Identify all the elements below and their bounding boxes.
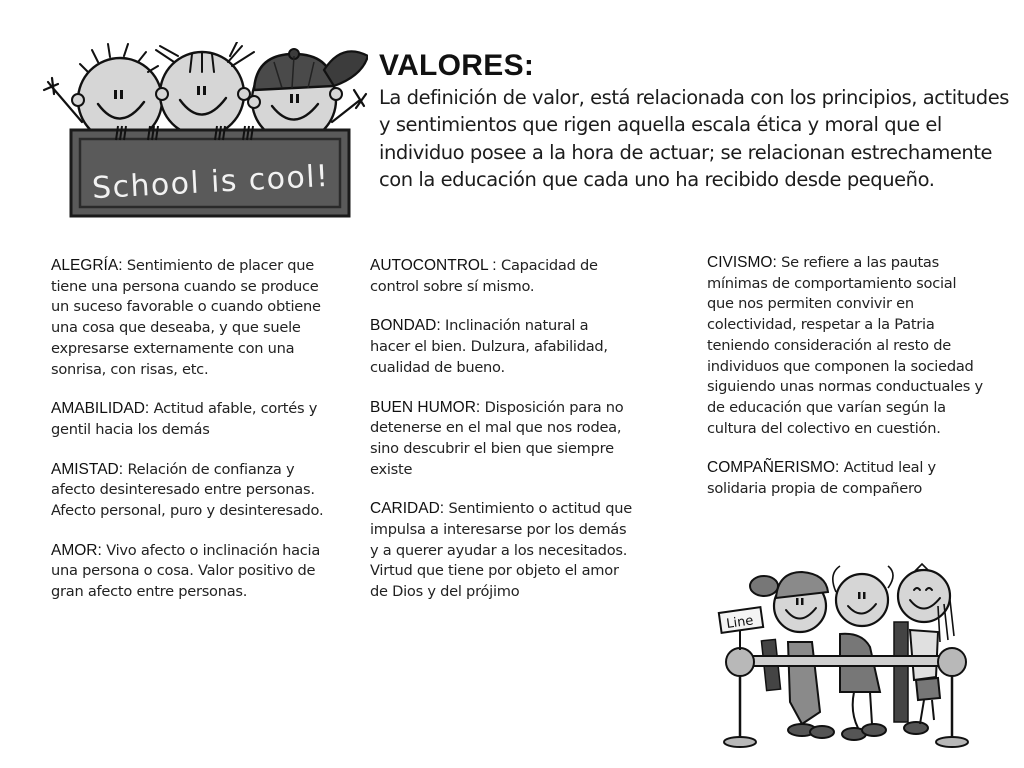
value-term: AUTOCONTROL : bbox=[370, 257, 497, 274]
value-definition: Actitud leal y solidaria propia de compañero bbox=[707, 459, 936, 498]
school-is-cool-illustration bbox=[42, 42, 368, 220]
intro-paragraph: La definición de valor, está relacionada con los principios, actitudes y sentimientos que rigen aquella escala ética y moral que el individuo posee a la hora de actuar; se relacionan estrechamente con la educación que cada uno ha recibido desde pequeño. bbox=[379, 86, 1009, 192]
value-entry-civismo bbox=[707, 253, 987, 439]
value-term: ALEGRÍA: bbox=[51, 257, 123, 274]
value-entry-autocontrol bbox=[370, 256, 632, 297]
value-term: BUEN HUMOR: bbox=[370, 398, 481, 416]
value-term: COMPAÑERISMO: bbox=[707, 459, 840, 477]
value-term: AMABILIDAD: bbox=[51, 400, 150, 418]
values-column-2 bbox=[370, 256, 632, 622]
value-definition: Vivo afecto o inclinación hacia una persona o cosa. Valor positivo de gran afecto entre personas. bbox=[51, 541, 321, 601]
value-definition: Sentimiento o actitud que impulsa a interesarse por los demás y a querer ayudar a los necesitados. Virtud que tiene por objeto el amor de Dios y del prójimo bbox=[370, 500, 632, 601]
value-definition: Inclinación natural a hacer el bien. Dulzura, afabilidad, cualidad de bueno. bbox=[370, 317, 608, 376]
value-entry-amor bbox=[51, 541, 331, 603]
value-definition: Relación de confianza y afecto desinteresado entre personas. Afecto personal, puro y desinteresado. bbox=[51, 460, 324, 520]
sign-text: School is cool! bbox=[91, 158, 329, 207]
page-title: VALORES: bbox=[379, 49, 535, 82]
value-entry-alegria bbox=[51, 256, 331, 380]
value-definition: Disposición para no detenerse en el mal que nos rodea, sino descubrir el bien que siempre existe bbox=[370, 398, 624, 478]
value-term: CIVISMO: bbox=[707, 254, 777, 271]
value-entry-caridad bbox=[370, 499, 632, 603]
value-entry-companerismo bbox=[707, 458, 987, 499]
value-term: AMISTAD: bbox=[51, 460, 124, 478]
line-sign-text: Line bbox=[725, 613, 755, 632]
value-entry-bondad bbox=[370, 316, 632, 378]
value-definition: Capacidad de control sobre sí mismo. bbox=[370, 257, 598, 295]
value-term: AMOR: bbox=[51, 541, 102, 559]
value-entry-amabilidad bbox=[51, 399, 331, 440]
header bbox=[379, 48, 1009, 194]
value-definition: Sentimiento de placer que tiene una persona cuando se produce un suceso favorable o cuando obtiene una cosa que deseaba, y que suele expresarse externamente con una sonrisa, con risas, etc. bbox=[51, 257, 321, 378]
value-term: CARIDAD: bbox=[370, 500, 445, 518]
value-entry-buen-humor bbox=[370, 398, 632, 481]
value-entry-amistad bbox=[51, 460, 331, 522]
value-term: BONDAD: bbox=[370, 317, 441, 335]
values-column-3 bbox=[707, 253, 987, 519]
values-column-1 bbox=[51, 256, 331, 622]
value-definition: Se refiere a las pautas mínimas de comportamiento social que nos permiten convivir en colectividad, respetar a la Patria teniendo consideración al resto de individuos que componen la sociedad siguiendo unas normas conductuales y de educación que varían según la cultura del colectivo en cuestión. bbox=[707, 254, 983, 437]
kids-in-line-illustration bbox=[702, 552, 970, 757]
value-definition: Actitud afable, cortés y gentil hacia los demás bbox=[51, 400, 318, 438]
